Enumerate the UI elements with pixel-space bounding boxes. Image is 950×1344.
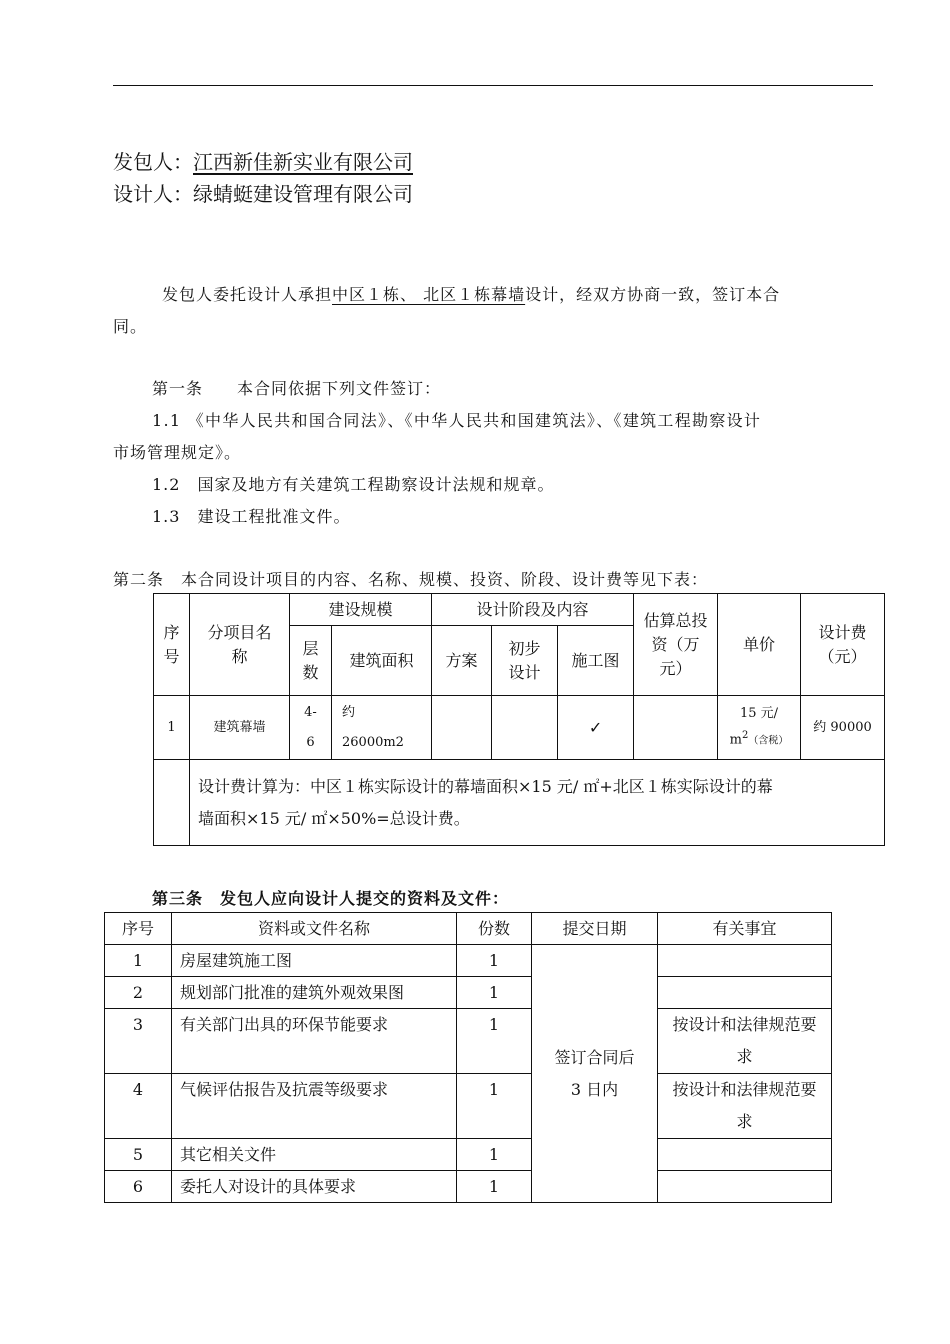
intro-line-1 [162, 282, 780, 305]
article1-item1-cont: 市场管理规定》。 [113, 443, 242, 462]
header-seq: 序号 [154, 594, 190, 696]
intro-line-2: 同。 [113, 317, 148, 336]
article1-item3: 1.3 建设工程批准文件。 [152, 507, 351, 526]
header-prelim: 初步设计 [492, 626, 558, 696]
cell-name: 委托人对设计的具体要求 [172, 1171, 457, 1203]
header-count: 份数 [457, 913, 532, 945]
cell-name: 有关部门出具的环保节能要求 [172, 1009, 457, 1074]
row-seq: 1 [154, 696, 190, 760]
row-unit-price: 15 元/ $m^2$（含税） [718, 696, 801, 760]
client-name: 江西新佳新实业有限公司 [193, 150, 413, 174]
fee-calculation-note: 设计费计算为：中区１栋实际设计的幕墙面积×15 元/ ㎡+北区１栋实际设计的幕 墙面积×15 元/ ㎡×50%=总设计费。 [190, 760, 885, 846]
row-estimate [634, 696, 718, 760]
article3-title: 第三条 发包人应向设计人提交的资料及文件： [152, 889, 510, 908]
header-name: 资料或文件名称 [172, 913, 457, 945]
cell-note [658, 977, 832, 1009]
intro-part1: 发包人委托设计人承担 [162, 285, 333, 304]
cell-name: 规划部门批准的建筑外观效果图 [172, 977, 457, 1009]
documents-table [104, 912, 832, 1203]
intro-project: 中区１栋、 北区１栋幕墙 [332, 285, 526, 304]
header-unit-price: 单价 [718, 594, 801, 696]
table-row [105, 977, 832, 1009]
row-floors: 4- 6 [290, 696, 332, 760]
cell-seq: 1 [105, 945, 172, 977]
header-item: 分项目名称 [190, 594, 290, 696]
cell-seq: 3 [105, 1009, 172, 1074]
header-floors: 层数 [290, 626, 332, 696]
cell-seq: 5 [105, 1139, 172, 1171]
cell-count: 1 [457, 1074, 532, 1139]
cell-date: 签订合同后 3 日内 [532, 945, 658, 1203]
header-date: 提交日期 [532, 913, 658, 945]
cell-count: 1 [457, 1139, 532, 1171]
table-row [105, 1171, 832, 1203]
header-note: 有关事宜 [658, 913, 832, 945]
header-stage: 设计阶段及内容 [432, 594, 634, 626]
cell-seq: 4 [105, 1074, 172, 1139]
table-row [105, 1009, 832, 1074]
note-empty-cell [154, 760, 190, 846]
table-row [105, 1074, 832, 1139]
designer-label: 设计人： [113, 182, 193, 206]
header-scale: 建设规模 [290, 594, 432, 626]
cell-note: 按设计和法律规范要求 [658, 1074, 832, 1139]
cell-count: 1 [457, 1171, 532, 1203]
cell-count: 1 [457, 977, 532, 1009]
header-fee: 设计费（元） [801, 594, 885, 696]
row-construction-check: ✓ [558, 696, 634, 760]
cell-note [658, 1139, 832, 1171]
table-row [105, 945, 832, 977]
cell-count: 1 [457, 1009, 532, 1074]
cell-note [658, 1171, 832, 1203]
design-scope-table [153, 593, 885, 846]
article1-title: 第一条 本合同依据下列文件签订： [152, 379, 442, 398]
header-scheme: 方案 [432, 626, 492, 696]
client-label: 发包人： [113, 150, 193, 174]
intro-part2: 设计，经双方协商一致，签订本合 [525, 285, 781, 304]
cell-count: 1 [457, 945, 532, 977]
cell-note: 按设计和法律规范要求 [658, 1009, 832, 1074]
article1-item1: 1.1 《中华人民共和国合同法》、《中华人民共和国建筑法》、《建筑工程勘察设计 [152, 411, 762, 430]
row-area: 约 26000m2 [332, 696, 432, 760]
row-scheme [432, 696, 492, 760]
row-prelim [492, 696, 558, 760]
header-estimate: 估算总投资（万元） [634, 594, 718, 696]
header-construction: 施工图 [558, 626, 634, 696]
cell-seq: 2 [105, 977, 172, 1009]
table-row [105, 1139, 832, 1171]
table-row [154, 696, 885, 760]
designer-name: 绿蜻蜓建设管理有限公司 [193, 182, 413, 206]
article1-item2: 1.2 国家及地方有关建筑工程勘察设计法规和规章。 [152, 475, 555, 494]
cell-seq: 6 [105, 1171, 172, 1203]
cell-name: 房屋建筑施工图 [172, 945, 457, 977]
row-fee: 约 90000 [801, 696, 885, 760]
header-area: 建筑面积 [332, 626, 432, 696]
cell-note [658, 945, 832, 977]
cell-name: 其它相关文件 [172, 1139, 457, 1171]
client-line [113, 147, 413, 177]
designer-line [113, 179, 413, 209]
article2-title: 第二条 本合同设计项目的内容、名称、规模、投资、阶段、设计费等见下表： [113, 570, 709, 589]
header-rule [113, 85, 873, 86]
header-seq: 序号 [105, 913, 172, 945]
cell-name: 气候评估报告及抗震等级要求 [172, 1074, 457, 1139]
row-item: 建筑幕墙 [190, 696, 290, 760]
